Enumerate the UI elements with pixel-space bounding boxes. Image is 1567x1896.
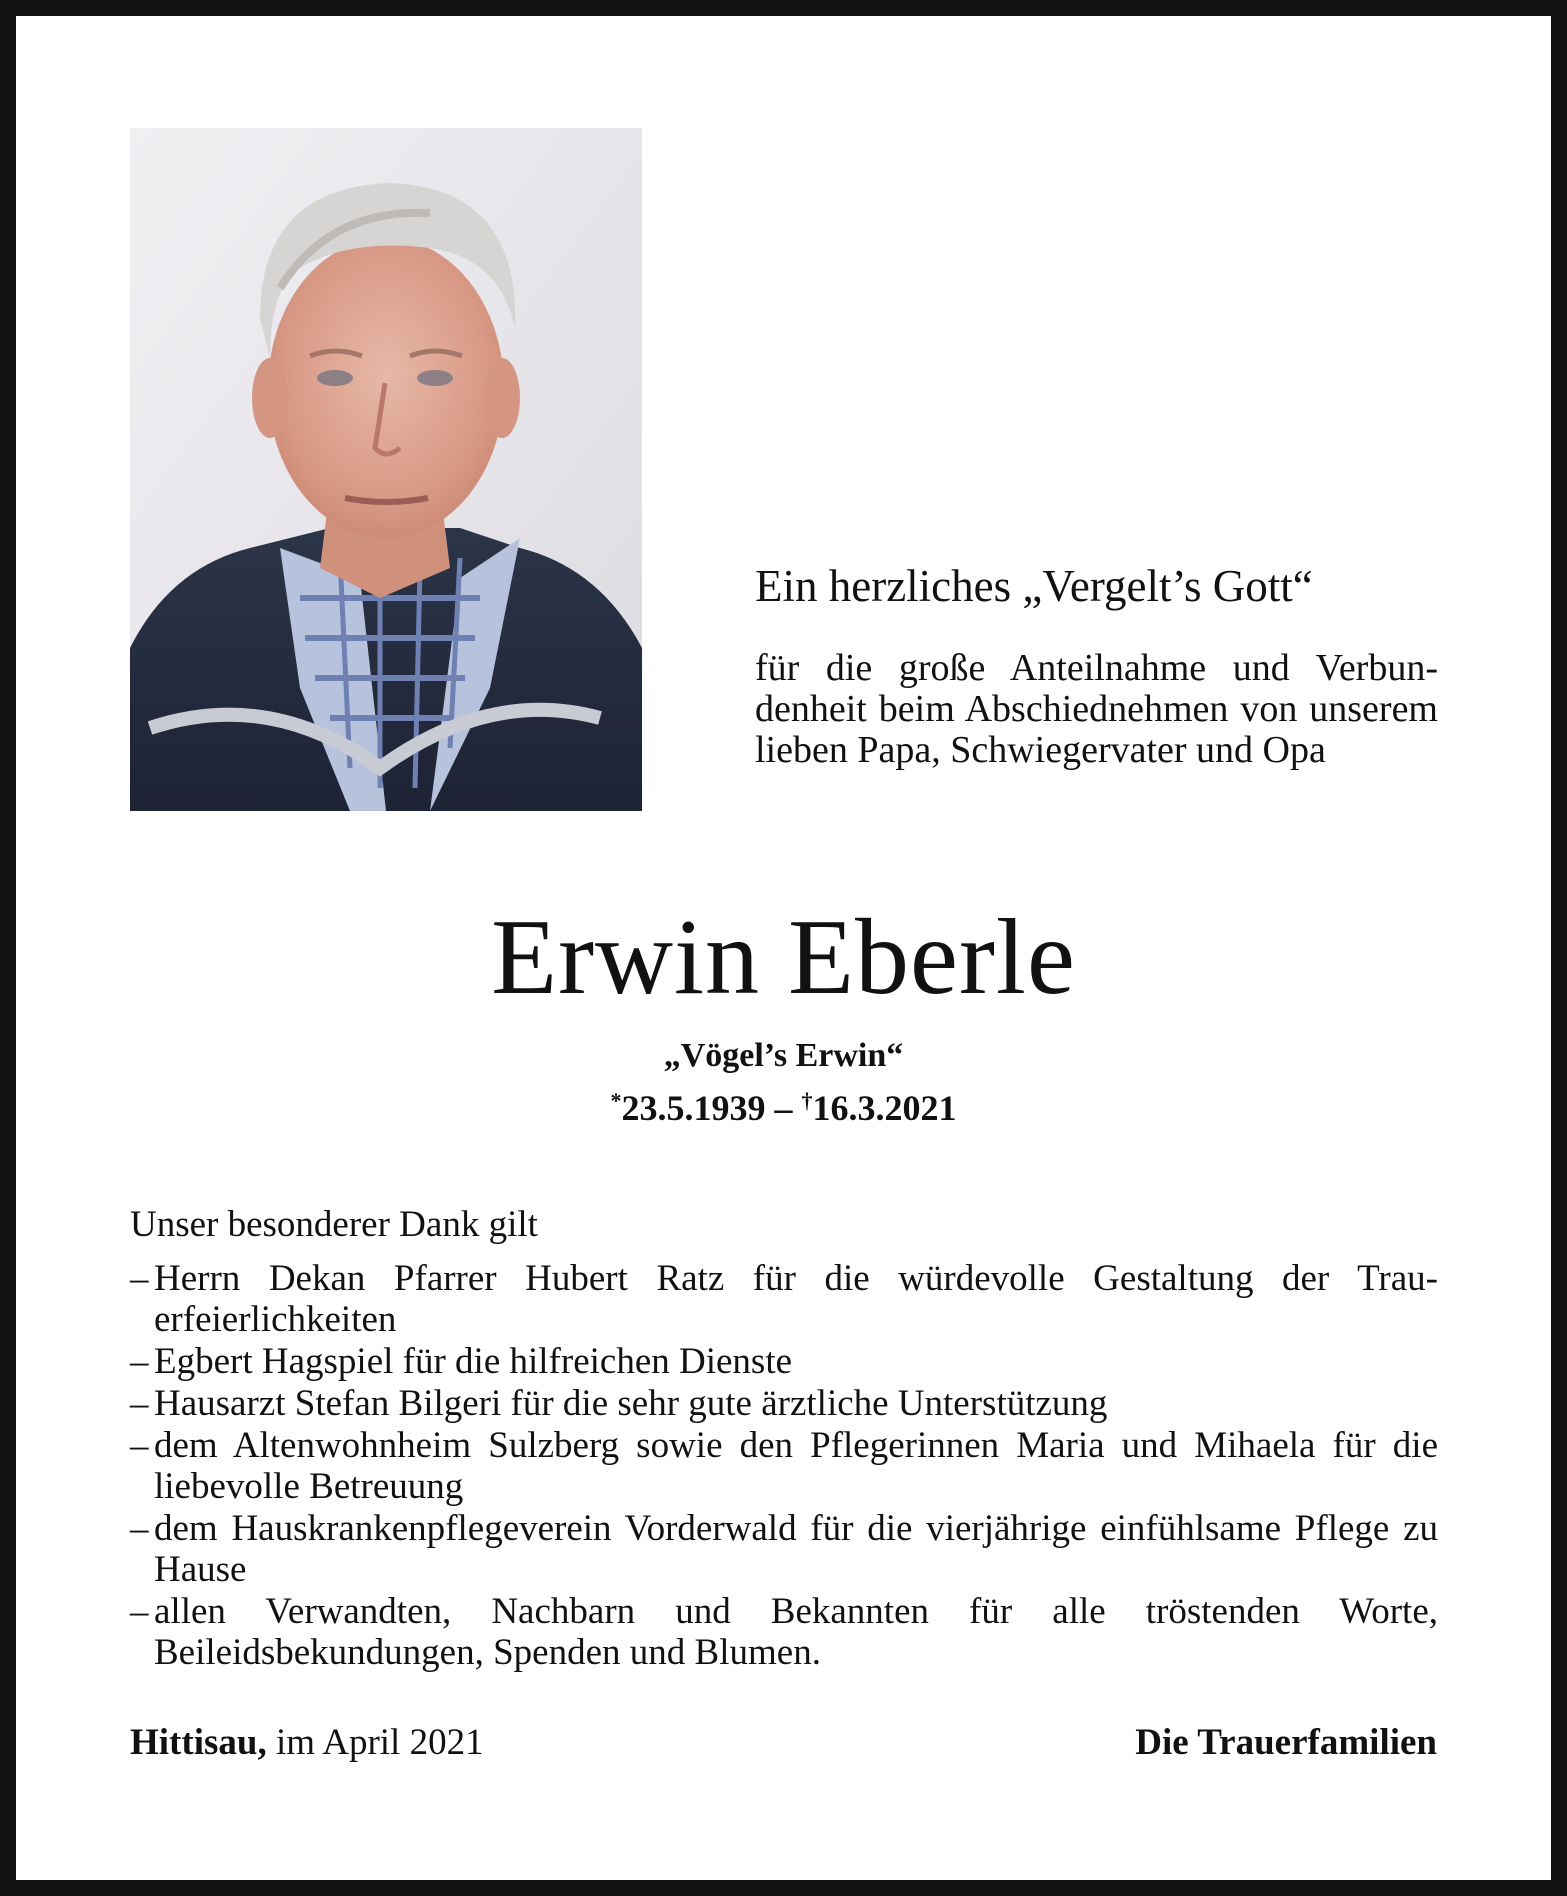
list-item: – Egbert Hagspiel für die hilfreichen Dienste [130, 1341, 1438, 1382]
portrait-photo [130, 128, 642, 811]
date: im April 2021 [266, 1722, 484, 1763]
birth-date: 23.5.1939 [621, 1088, 766, 1128]
thanks-intro: Unser besonderer Dank gilt [130, 1204, 538, 1245]
death-date: 16.3.2021 [812, 1088, 957, 1128]
life-dates [0, 1078, 1567, 1131]
birth-symbol: * [610, 1088, 622, 1113]
list-item: – Hausarzt Stefan Bilgeri für die sehr gute ärztliche Unterstützung [130, 1383, 1438, 1424]
signature: Die Trauerfamilien [1135, 1722, 1437, 1763]
thanks-list [130, 1258, 1438, 1674]
thanks-text: für die große Anteilnahme und Verbundenheit beim Abschiednehmen von unserem lieben Papa, Schwiegervater und Opa [755, 647, 1438, 771]
list-item: – Herrn Dekan Pfarrer Hubert Ratz für die würdevolle Gestaltung der Trauerfeierlichkeiten [130, 1258, 1438, 1340]
thanks-heading: Ein herzliches „Vergelt’s Gott“ [755, 561, 1313, 611]
list-item: – dem Altenwohnheim Sulzberg sowie den Pflegerinnen Maria und Mihaela für die liebevolle Betreuung [130, 1425, 1438, 1507]
date-separator: – [765, 1088, 802, 1128]
death-symbol: † [801, 1088, 813, 1113]
place: Hittisau, [130, 1722, 267, 1763]
deceased-nickname: „Vögel’s Erwin“ [663, 1037, 904, 1074]
place-and-date [130, 1718, 484, 1768]
deceased-name: Erwin Eberle [491, 898, 1076, 1017]
list-item: – allen Verwandten, Nachbarn und Bekannten für alle tröstenden Worte, Beileidsbekundungen, Spenden und Blumen. [130, 1591, 1438, 1673]
list-item: – dem Hauskrankenpflegeverein Vorderwald für die vierjährige einfühlsame Pflege zu Hause [130, 1508, 1438, 1590]
